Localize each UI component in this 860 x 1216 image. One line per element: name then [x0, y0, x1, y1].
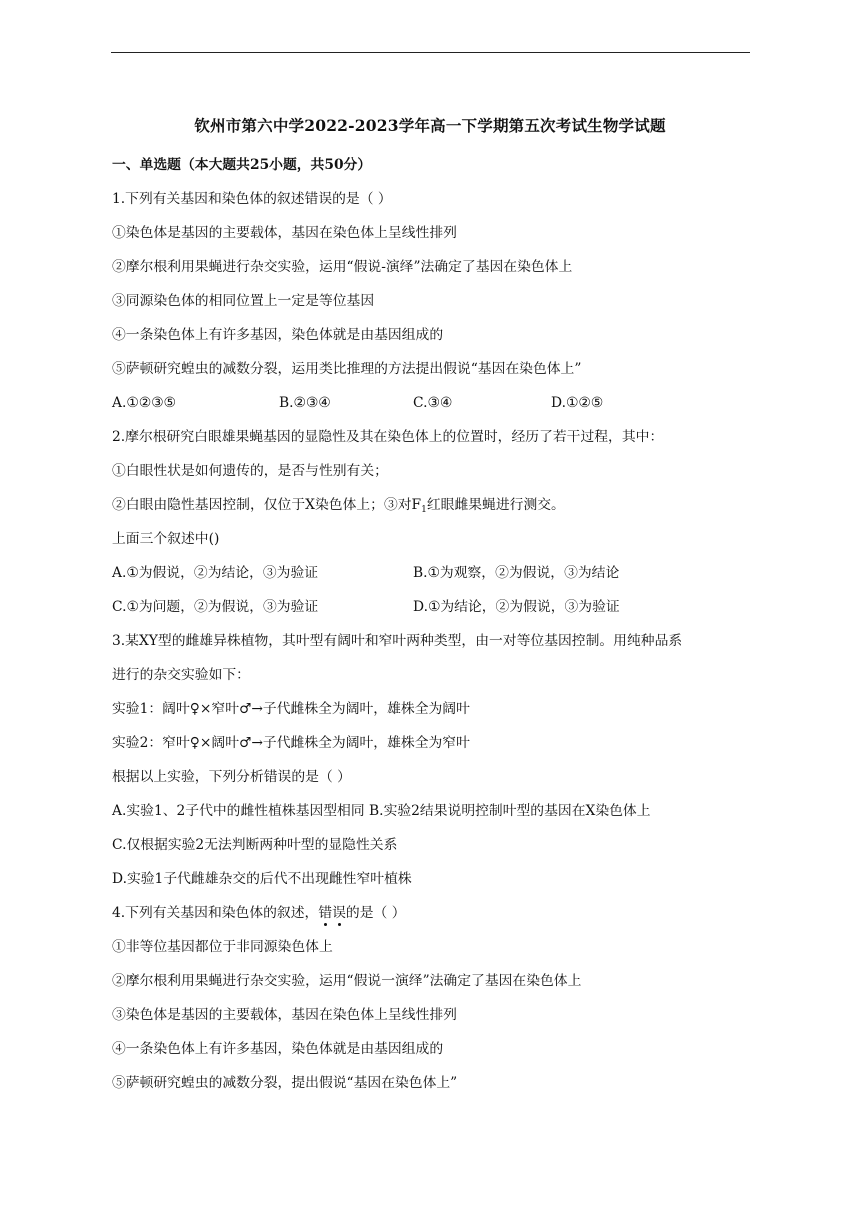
q4-stem-text-a: 4.下列有关基因和染色体的叙述， — [112, 905, 319, 921]
header-rule — [111, 52, 750, 53]
section-heading: 一、单选题（本大题共25小题，共50分） — [112, 157, 372, 173]
q2-item-2-subscript: 1 — [421, 505, 427, 515]
q2-option-c[interactable]: C.①为问题，②为假说，③为验证 — [112, 599, 319, 615]
q4-item-3: ③染色体是基因的主要载体，基因在染色体上呈线性排列 — [112, 1007, 457, 1023]
q4-stem — [112, 903, 406, 923]
q3-option-d[interactable]: D.实验1子代雌雄杂交的后代不出现雌性窄叶植株 — [112, 871, 412, 887]
q4-stem-text-b: 的是（ ） — [345, 905, 406, 921]
q4-item-1: ①非等位基因都位于非同源染色体上 — [112, 939, 333, 955]
q1-option-d[interactable]: D.①②⑤ — [551, 395, 604, 411]
q2-item-1: ①白眼性状是如何遗传的，是否与性别有关； — [112, 463, 388, 479]
exam-title: 钦州市第六中学2022-2023学年高一下学期第五次考试生物学试题 — [194, 116, 666, 135]
q3-options-ab[interactable]: A.实验1、2子代中的雌性植株基因型相同 B.实验2结果说明控制叶型的基因在X染色体上 — [112, 803, 651, 819]
q1-item-5: ⑤萨顿研究蝗虫的减数分裂，运用类比推理的方法提出假说“基因在染色体上” — [112, 361, 582, 377]
q3-prompt: 根据以上实验，下列分析错误的是（ ） — [112, 769, 351, 785]
q1-item-2: ②摩尔根利用果蝇进行杂交实验，运用“假说-演绎”法确定了基因在染色体上 — [112, 259, 573, 275]
q3-experiment-1: 实验1：阔叶♀×窄叶♂→子代雌株全为阔叶，雄株全为阔叶 — [112, 701, 470, 717]
q4-item-2: ②摩尔根利用果蝇进行杂交实验，运用“假说一演绎”法确定了基因在染色体上 — [112, 973, 582, 989]
q2-options-row-2 — [112, 597, 752, 617]
q2-item-2-text-a: ②白眼由隐性基因控制，仅位于X染色体上；③对F — [112, 497, 422, 513]
q2-prompt: 上面三个叙述中() — [112, 531, 220, 547]
q1-item-3: ③同源染色体的相同位置上一定是等位基因 — [112, 293, 375, 309]
q1-option-c[interactable]: C.③④ — [413, 395, 453, 411]
q3-stem-line-1: 3.某XY型的雌雄异株植物，其叶型有阔叶和窄叶两种类型，由一对等位基因控制。用纯种品系 — [112, 633, 683, 649]
q2-option-d[interactable]: D.①为结论，②为假说，③为验证 — [413, 599, 620, 615]
q3-experiment-2: 实验2：窄叶♀×阔叶♂→子代雌株全为阔叶，雄株全为窄叶 — [112, 735, 470, 751]
q2-stem: 2.摩尔根研究白眼雄果蝇基因的显隐性及其在染色体上的位置时，经历了若干过程，其中： — [112, 429, 664, 445]
q4-stem-emphasis-1: 错 — [318, 905, 333, 921]
q1-option-a[interactable]: A.①②③⑤ — [112, 395, 176, 411]
q3-option-c[interactable]: C.仅根据实验2无法判断两种叶型的显隐性关系 — [112, 837, 398, 853]
q1-stem: 1.下列有关基因和染色体的叙述错误的是（ ） — [112, 191, 392, 207]
q2-item-2-text-b: 红眼雌果蝇进行测交。 — [426, 497, 565, 513]
q1-item-4: ④一条染色体上有许多基因，染色体就是由基因组成的 — [112, 327, 444, 343]
q2-item-2 — [112, 495, 565, 520]
q3-stem-line-2: 进行的杂交实验如下： — [112, 667, 250, 683]
q2-option-a[interactable]: A.①为假说，②为结论，③为验证 — [112, 565, 319, 581]
q4-item-5: ⑤萨顿研究蝗虫的减数分裂，提出假说“基因在染色体上” — [112, 1075, 458, 1091]
q2-option-b[interactable]: B.①为观察，②为假说，③为结论 — [413, 565, 620, 581]
q4-stem-emphasis-2: 误 — [332, 905, 346, 921]
q4-item-4: ④一条染色体上有许多基因，染色体就是由基因组成的 — [112, 1041, 444, 1057]
q1-options — [112, 393, 752, 413]
q2-options-row-1 — [112, 563, 752, 583]
q1-item-1: ①染色体是基因的主要载体，基因在染色体上呈线性排列 — [112, 225, 457, 241]
q1-option-b[interactable]: B.②③④ — [279, 395, 331, 411]
